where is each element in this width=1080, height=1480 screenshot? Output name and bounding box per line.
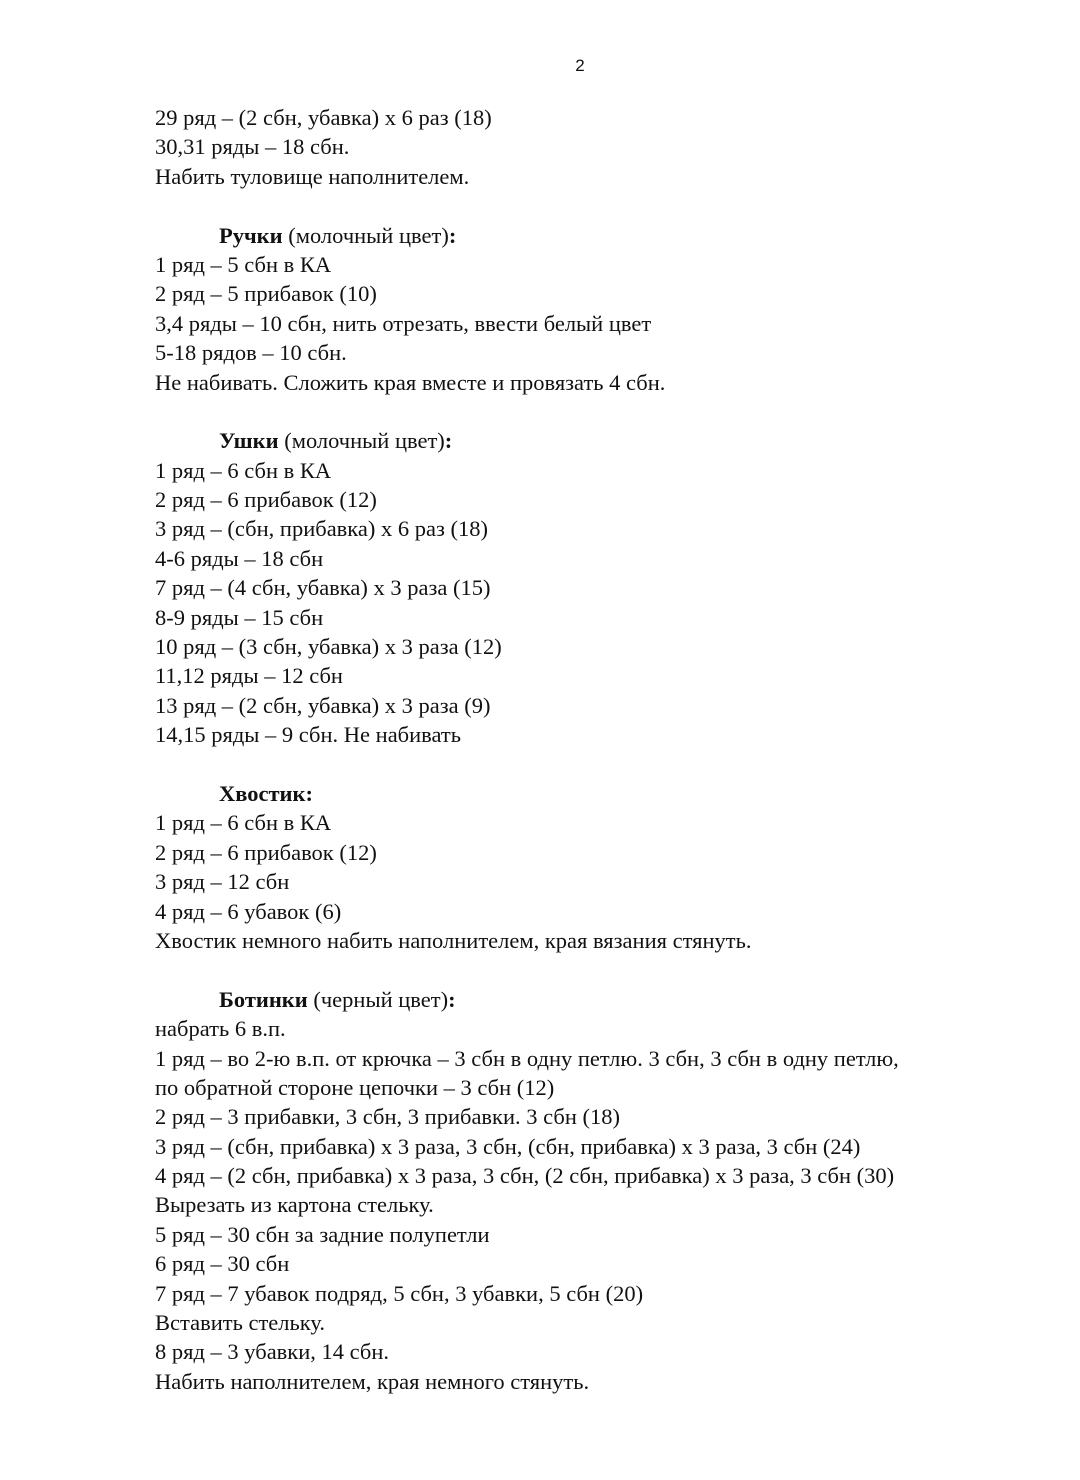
text-line: 2 ряд – 6 прибавок (12) <box>155 487 377 513</box>
page-number: 2 <box>575 56 585 75</box>
section-heading <box>155 985 1035 1014</box>
section-subtitle: (молочный цвет) <box>282 222 449 248</box>
document-body <box>155 103 1035 1396</box>
paragraph-gap <box>155 191 1035 220</box>
section-colon: : <box>444 428 453 454</box>
text-line: Вырезать из картона стельку. <box>155 1192 434 1218</box>
text-line: 13 ряд – (2 сбн, убавка) х 3 раза (9) <box>155 692 491 718</box>
text-line: 8-9 ряды – 15 сбн <box>155 604 324 630</box>
text-line: 2 ряд – 5 прибавок (10) <box>155 281 377 307</box>
section-title: Ушки <box>219 428 279 454</box>
text-line: 10 ряд – (3 сбн, убавка) х 3 раза (12) <box>155 634 502 660</box>
text-line: 7 ряд – (4 сбн, убавка) х 3 раза (15) <box>155 575 491 601</box>
text-line: 4 ряд – 6 убавок (6) <box>155 898 342 924</box>
text-line: 4 ряд – (2 сбн, прибавка) х 3 раза, 3 сбн, (2 сбн, прибавка) х 3 раза, 3 сбн (30) <box>155 1163 895 1189</box>
text-line: 3 ряд – (сбн, прибавка) х 6 раз (18) <box>155 516 488 542</box>
text-line: 14,15 ряды – 9 сбн. Не набивать <box>155 722 461 748</box>
text-line: 1 ряд – 5 сбн в КА <box>155 251 332 277</box>
section-title: Ботинки <box>219 986 308 1012</box>
text-line: 1 ряд – 6 сбн в КА <box>155 457 332 483</box>
text-line: Набить туловище наполнителем. <box>155 163 470 189</box>
paragraph-gap <box>155 955 1035 984</box>
text-line: 2 ряд – 3 прибавки, 3 сбн, 3 прибавки. 3 сбн (18) <box>155 1104 621 1130</box>
text-line: 8 ряд – 3 убавки, 14 сбн. <box>155 1339 390 1365</box>
text-line: Набить наполнителем, края немного стянуть. <box>155 1368 590 1394</box>
text-line: 3 ряд – (сбн, прибавка) х 3 раза, 3 сбн, (сбн, прибавка) х 3 раза, 3 сбн (24) <box>155 1133 861 1159</box>
section-boots <box>155 985 1035 1396</box>
section-subtitle: (молочный цвет) <box>278 428 445 454</box>
text-line: 7 ряд – 7 убавок подряд, 5 сбн, 3 убавки, 5 сбн (20) <box>155 1280 644 1306</box>
paragraph-gap <box>155 750 1035 779</box>
text-line: 5 ряд – 30 сбн за задние полупетли <box>155 1221 490 1247</box>
section-heading <box>155 221 1035 250</box>
text-line: Не набивать. Сложить края вместе и провязать 4 сбн. <box>155 369 666 395</box>
section-colon: : <box>448 222 457 248</box>
text-line: набрать 6 в.п. <box>155 1016 286 1042</box>
text-line: 2 ряд – 6 прибавок (12) <box>155 839 377 865</box>
text-line: 4-6 ряды – 18 сбн <box>155 545 324 571</box>
section-subtitle: (черный цвет) <box>307 986 449 1012</box>
section-tail <box>155 779 1035 955</box>
section-title: Хвостик: <box>219 780 313 806</box>
intro-block <box>155 103 1035 191</box>
section-title: Ручки <box>219 222 283 248</box>
text-line: 1 ряд – во 2-ю в.п. от крючка – 3 сбн в одну петлю. 3 сбн, 3 сбн в одну петлю, <box>155 1045 899 1071</box>
section-heading <box>155 426 1035 455</box>
section-colon: : <box>448 986 456 1012</box>
section-heading <box>155 779 1035 808</box>
text-line: 6 ряд – 30 сбн <box>155 1251 290 1277</box>
section-hands <box>155 221 1035 397</box>
text-line: 5-18 рядов – 10 сбн. <box>155 340 347 366</box>
section-ears <box>155 426 1035 749</box>
text-line: 30,31 ряды – 18 сбн. <box>155 134 350 160</box>
text-line: Вставить стельку. <box>155 1310 326 1336</box>
text-line: 3,4 ряды – 10 сбн, нить отрезать, ввести белый цвет <box>155 310 652 336</box>
text-line: 29 ряд – (2 сбн, убавка) х 6 раз (18) <box>155 105 492 130</box>
paragraph-gap <box>155 397 1035 426</box>
text-line: 11,12 ряды – 12 сбн <box>155 663 343 689</box>
text-line: Хвостик немного набить наполнителем, края вязания стянуть. <box>155 927 752 953</box>
text-line: 1 ряд – 6 сбн в КА <box>155 810 332 836</box>
text-line: по обратной стороне цепочки – 3 сбн (12) <box>155 1074 555 1100</box>
text-line: 3 ряд – 12 сбн <box>155 869 290 895</box>
